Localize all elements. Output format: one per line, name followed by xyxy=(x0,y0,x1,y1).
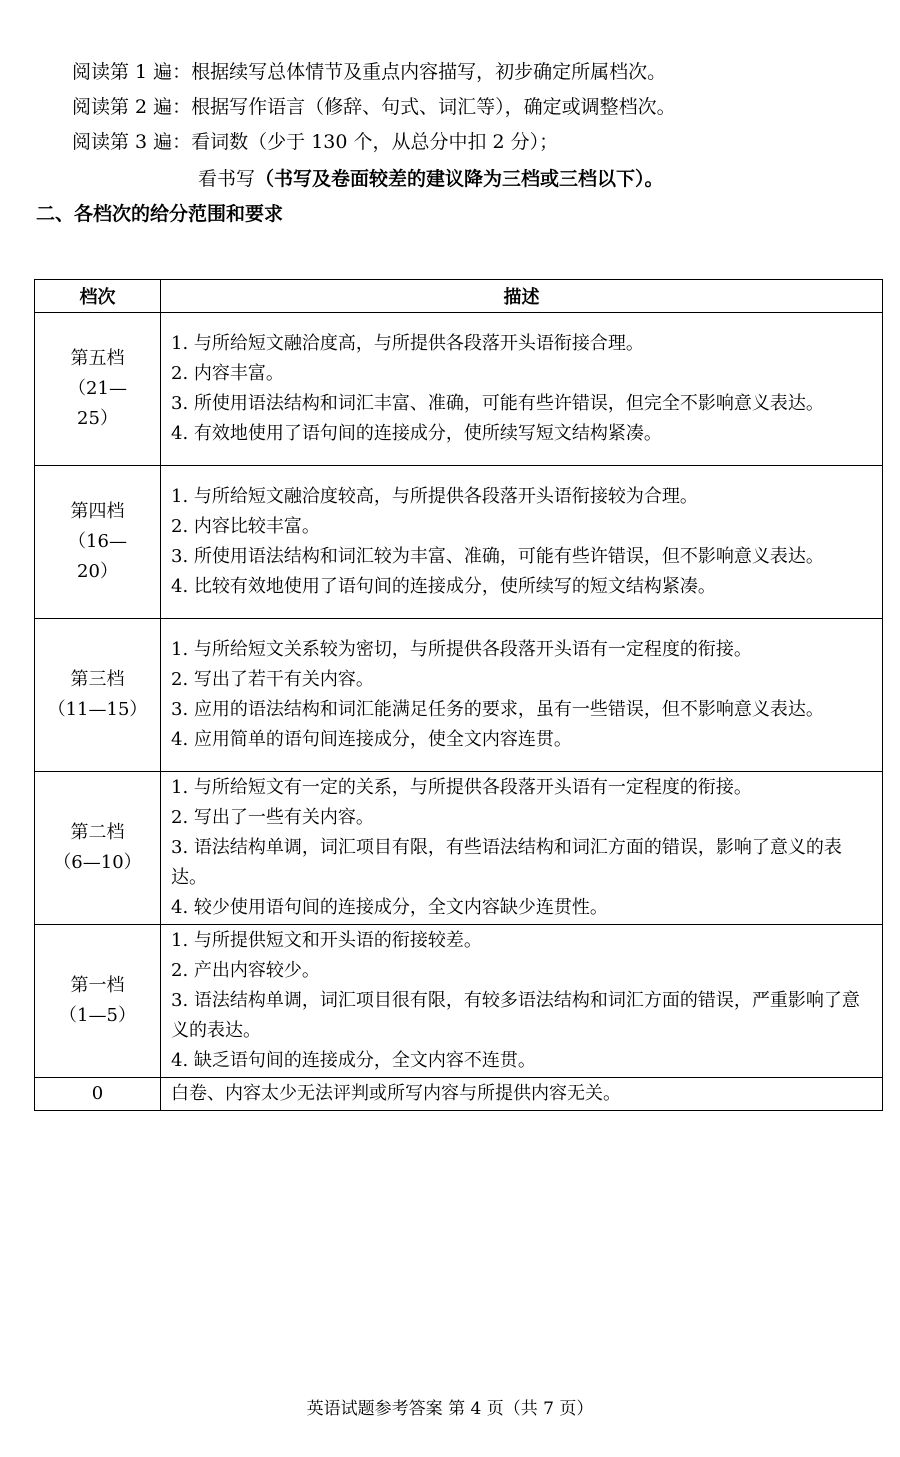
band-range: （21— xyxy=(68,378,127,399)
band-range: （16— xyxy=(68,531,127,552)
band-name: 第二档 xyxy=(70,822,125,843)
band-description-cell xyxy=(161,313,883,466)
band-level-cell xyxy=(35,772,161,925)
criterion-item: 3. 所使用语法结构和词汇丰富、准确，可能有些许错误，但完全不影响意义表达。 xyxy=(171,393,824,414)
header-description: 描述 xyxy=(161,280,883,313)
reading-step-2: 阅读第 2 遍：根据写作语言（修辞、句式、词汇等），确定或调整档次。 xyxy=(72,96,676,118)
band-range: （6—10） xyxy=(53,852,142,873)
band-level-cell xyxy=(35,619,161,772)
criterion-item: 3. 所使用语法结构和词汇较为丰富、准确，可能有些许错误，但不影响意义表达。 xyxy=(171,546,824,567)
reading-step-1: 阅读第 1 遍：根据续写总体情节及重点内容描写，初步确定所属档次。 xyxy=(72,61,667,83)
band-description-cell xyxy=(161,772,883,925)
criterion-item: 1. 与所给短文有一定的关系，与所提供各段落开头语有一定程度的衔接。 xyxy=(171,777,752,798)
reading-step-3-handwriting xyxy=(198,165,664,193)
criterion-item: 4. 缺乏语句间的连接成分，全文内容不连贯。 xyxy=(171,1050,536,1071)
handwriting-note: （书写及卷面较差的建议降为三档或三档以下）。 xyxy=(255,168,664,190)
criterion-item: 1. 与所提供短文和开头语的衔接较差。 xyxy=(171,930,482,951)
reading-step-3: 阅读第 3 遍：看词数（少于 130 个，从总分中扣 2 分）； xyxy=(72,131,559,153)
band-description-cell xyxy=(161,925,883,1078)
band-name: 第一档 xyxy=(70,975,125,996)
criterion-item: 4. 有效地使用了语句间的连接成分，使所续写短文结构紧凑。 xyxy=(171,423,662,444)
band-level-cell xyxy=(35,313,161,466)
scoring-rubric-table xyxy=(34,279,883,1111)
band-range: （11—15） xyxy=(47,699,148,720)
handwriting-label: 看书写 xyxy=(198,168,256,190)
band-description-cell xyxy=(161,466,883,619)
table-row xyxy=(35,772,883,925)
band-name: 第四档 xyxy=(70,501,125,522)
table-row xyxy=(35,925,883,1078)
criterion-item: 3. 语法结构单调，词汇项目很有限，有较多语法结构和词汇方面的错误，严重影响了意义的表达。 xyxy=(171,990,860,1041)
table-row xyxy=(35,466,883,619)
criterion-item: 4. 较少使用语句间的连接成分，全文内容缺少连贯性。 xyxy=(171,897,608,918)
table-row xyxy=(35,1078,883,1111)
criterion-item: 1. 与所给短文融洽度较高，与所提供各段落开头语衔接较为合理。 xyxy=(171,486,698,507)
criterion-item: 2. 内容比较丰富。 xyxy=(171,516,320,537)
criterion-item: 2. 内容丰富。 xyxy=(171,363,284,384)
table-header-row xyxy=(35,280,883,313)
criterion-item: 3. 应用的语法结构和词汇能满足任务的要求，虽有一些错误，但不影响意义表达。 xyxy=(171,699,824,720)
criterion-item: 4. 比较有效地使用了语句间的连接成分，使所续写的短文结构紧凑。 xyxy=(171,576,716,597)
criterion-item: 2. 写出了若干有关内容。 xyxy=(171,669,374,690)
section-title: 二、各档次的给分范围和要求 xyxy=(36,203,284,225)
criterion-item: 2. 写出了一些有关内容。 xyxy=(171,807,374,828)
band-description-cell xyxy=(161,619,883,772)
header-level: 档次 xyxy=(35,280,161,313)
band-description-cell: 白卷、内容太少无法评判或所写内容与所提供内容无关。 xyxy=(161,1078,883,1111)
band-name: 第三档 xyxy=(70,669,125,690)
band-range: 25） xyxy=(77,408,118,429)
criterion-item: 3. 语法结构单调，词汇项目有限，有些语法结构和词汇方面的错误，影响了意义的表达。 xyxy=(171,837,842,888)
page-footer: 英语试题参考答案 第 4 页（共 7 页） xyxy=(306,1399,594,1419)
band-range: （1—5） xyxy=(59,1005,136,1026)
band-level-cell xyxy=(35,466,161,619)
band-level-cell: 0 xyxy=(35,1078,161,1111)
table-row xyxy=(35,313,883,466)
table-row xyxy=(35,619,883,772)
criterion-item: 4. 应用简单的语句间连接成分，使全文内容连贯。 xyxy=(171,729,572,750)
band-level-cell xyxy=(35,925,161,1078)
band-name: 第五档 xyxy=(70,348,125,369)
criterion-item: 2. 产出内容较少。 xyxy=(171,960,320,981)
band-range: 20） xyxy=(77,561,118,582)
criterion-item: 1. 与所给短文融洽度高，与所提供各段落开头语衔接合理。 xyxy=(171,333,644,354)
criterion-item: 1. 与所给短文关系较为密切，与所提供各段落开头语有一定程度的衔接。 xyxy=(171,639,752,660)
